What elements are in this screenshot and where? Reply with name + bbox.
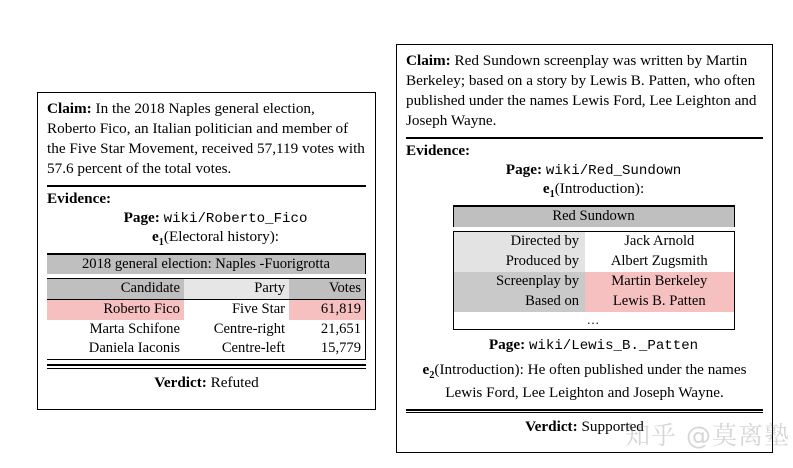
- cell-candidate: Daniela Iaconis: [88, 340, 180, 357]
- evidence-id-line-1: [406, 180, 763, 202]
- infobox-value: Jack Arnold: [585, 231, 734, 251]
- cell-votes: 21,651: [289, 320, 365, 340]
- page-line-left: [47, 209, 366, 228]
- election-table: [47, 253, 366, 360]
- infobox-value: Albert Zugsmith: [585, 252, 734, 272]
- infobox-wrap: [435, 205, 735, 331]
- cell-party: Five Star: [231, 301, 286, 318]
- page-label: Page:: [123, 208, 160, 226]
- evidence-heading-left: Evidence:: [47, 189, 112, 207]
- table-row: [47, 320, 366, 340]
- verdict-value: Refuted: [210, 373, 259, 391]
- cell-party: Centre-left: [221, 340, 286, 357]
- evidence-section: (Introduction):: [554, 180, 645, 198]
- infobox-row: [453, 231, 734, 251]
- claim-evidence-divider: [47, 185, 366, 187]
- claim-left: [47, 99, 366, 179]
- verdict-right: [406, 417, 763, 437]
- table-caption: 2018 general election: Naples -Fuorigrotta: [47, 254, 366, 275]
- infobox-label: Directed by: [453, 231, 585, 251]
- infobox-ellipsis: ...: [453, 312, 734, 330]
- infobox-title: Red Sundown: [453, 206, 734, 227]
- election-table-wrap: [47, 253, 366, 360]
- verdict-value: Supported: [581, 418, 644, 436]
- example-box-left: [37, 92, 376, 410]
- table-row: [47, 339, 366, 359]
- table-header-row: [47, 279, 366, 300]
- evidence-id: $e_1$: [151, 228, 164, 249]
- page-line-2: [406, 336, 763, 355]
- claim-evidence-divider: [406, 137, 763, 139]
- infobox-label: Produced by: [453, 252, 585, 272]
- header-candidate: Candidate: [47, 279, 184, 300]
- verdict-divider: [406, 409, 763, 414]
- claim-text: Red Sundown screenplay was written by Martin Berkeley; based on a story by Lewis B. Patten, who often published under the names Lewis Ford, Lee Leighton and Joseph Wayne.: [406, 52, 757, 129]
- verdict-label: Verdict:: [154, 373, 207, 391]
- header-party: Party: [184, 279, 289, 300]
- verdict-label: Verdict:: [525, 418, 578, 436]
- infobox-value: Martin Berkeley: [585, 272, 734, 292]
- claim-label: Claim:: [47, 100, 92, 117]
- example-box-right: [396, 44, 773, 453]
- cell-candidate: Marta Schifone: [89, 320, 180, 337]
- page-value: wiki/Roberto_Fico: [163, 210, 308, 227]
- infobox-label: Screenplay by: [453, 272, 585, 292]
- infobox-label: Based on: [453, 292, 585, 312]
- evidence-id: $e_2$: [422, 360, 435, 381]
- evidence-2-paragraph: [406, 360, 763, 402]
- infobox-row: [453, 292, 734, 312]
- evidence-section: (Introduction):: [434, 360, 524, 378]
- page-label: Page:: [505, 160, 543, 178]
- infobox-value: Lewis B. Patten: [585, 292, 734, 312]
- cell-votes: 61,819: [289, 300, 365, 320]
- evidence-2-text: He often published under the names Lewis Ford, Lee Leighton and Joseph Wayne.: [445, 360, 747, 401]
- watermark: 知乎 @莫离塾: [625, 421, 790, 450]
- evidence-heading-right: Evidence:: [406, 141, 471, 159]
- evidence-section: (Electoral history):: [163, 228, 280, 246]
- evidence-id: $e_1$: [542, 180, 555, 201]
- page-line-1: [406, 161, 763, 180]
- verdict-divider: [47, 364, 366, 369]
- infobox-row: [453, 272, 734, 292]
- header-votes: Votes: [289, 279, 365, 300]
- claim-right: [406, 51, 763, 131]
- cell-candidate: Roberto Fico: [47, 300, 184, 320]
- page-label: Page:: [488, 336, 526, 354]
- evidence-id-line-left: [47, 228, 366, 250]
- infobox-table: [453, 205, 735, 331]
- page-value: wiki/Lewis_B._Patten: [528, 338, 699, 355]
- infobox-title-row: [453, 206, 734, 227]
- infobox-row: [453, 252, 734, 272]
- infobox-ellipsis-row: [453, 312, 734, 330]
- table-caption-row: [47, 254, 366, 275]
- verdict-left: [47, 373, 366, 393]
- page-value: wiki/Red_Sundown: [545, 162, 682, 179]
- claim-label: Claim:: [406, 52, 451, 69]
- cell-votes: 15,779: [289, 339, 365, 359]
- claim-text: In the 2018 Naples general election, Roberto Fico, an Italian politician and member of the Five Star Movement, received 57,119 votes with 57.6 percent of the total votes.: [47, 100, 365, 177]
- table-row: [47, 300, 366, 320]
- cell-party: Centre-right: [213, 320, 286, 337]
